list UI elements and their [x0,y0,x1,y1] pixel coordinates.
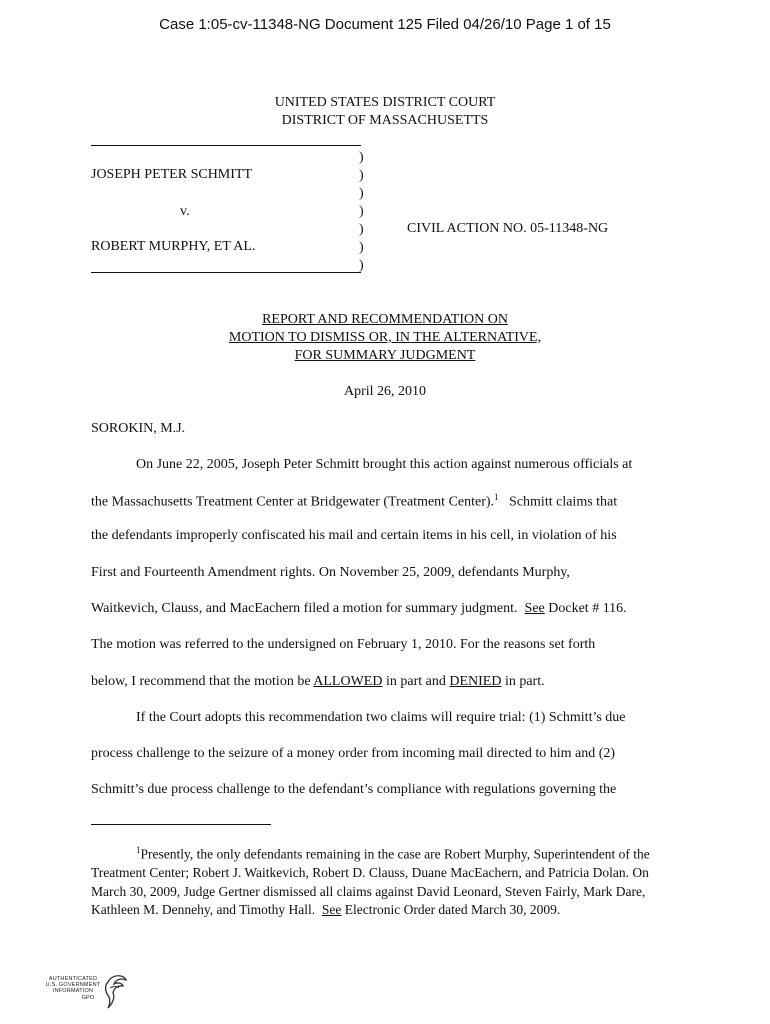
footnote-1: $^1$Presently, the only defendants remaining in the case are Robert Murphy, Superintendent of the Treatment Center; Robert J. Waitkevich, Robert D. Clauss, Duane MacEachern, and Patricia Dolan. On March 30, 2009, Judge Gertner dismissed all claims against David Leonard, Steven Fairly, Mark Dare, Kathleen M. Dennehy, and Timothy Hall. See Electronic Order dated March 30, 2009. [91,845,650,918]
gpo-authentication-logo: AUTHENTICATED U.S. GOVERNMENT INFORMATION GPO [44,972,154,1014]
court-line-2: DISTRICT OF MASSACHUSETTS [281,113,489,128]
para1-line-2: the Massachusetts Treatment Center at Bridgewater (Treatment Center).$^1$ Schmitt claims that [91,492,618,510]
para2-line-3: Schmitt’s due process challenge to the defendant’s compliance with regulations governing the [91,782,617,797]
footnote-number: 1 [136,845,141,855]
versus: v. [180,204,190,219]
para1-line-6: The motion was referred to the undersigned on February 1, 2010. For the reasons set forth [91,637,596,652]
para1-line-7: below, I recommend that the motion be ALLOWED in part and DENIED in part. [91,674,545,689]
judge-name: SOROKIN, M.J. [91,421,186,436]
denied-text: DENIED [449,674,502,689]
page-header: Case 1:05-cv-11348-NG Document 125 Filed 04/26/10 Page 1 of 15 [159,16,611,33]
title-line-3: FOR SUMMARY JUDGMENT [294,348,476,363]
caption-bottom-rule [91,272,361,273]
para1-line-3: the defendants improperly confiscated his mail and certain items in his cell, in violation of his [91,528,617,543]
caption-parens: ) ) ) ) ) ) ) [359,150,364,273]
para1-line-1: On June 22, 2005, Joseph Peter Schmitt brought this action against numerous officials at [136,457,633,472]
para1-line-5: Waitkevich, Clauss, and MacEachern filed a motion for summary judgment. See Docket # 116. [91,601,627,616]
document-title [0,311,770,365]
footnote-marker: 1 [494,492,499,502]
defendant-name: ROBERT MURPHY, ET AL. [91,239,256,254]
court-name [0,94,770,130]
court-line-1: UNITED STATES DISTRICT COURT [274,95,496,110]
title-line-2: MOTION TO DISMISS OR, IN THE ALTERNATIVE, [228,330,542,345]
caption-top-rule [91,145,361,146]
footnote-separator [91,824,271,825]
para2-line-1: If the Court adopts this recommendation two claims will require trial: (1) Schmitt’s due [136,710,626,725]
eagle-seal-icon [102,972,130,1012]
footnote-see: See [321,902,342,918]
allowed-text: ALLOWED [313,674,383,689]
para1-line-4: First and Fourteenth Amendment rights. On November 25, 2009, defendants Murphy, [91,565,570,580]
plaintiff-name: JOSEPH PETER SCHMITT [91,167,253,182]
civil-action-number: CIVIL ACTION NO. 05-11348-NG [407,221,609,236]
para2-line-2: process challenge to the seizure of a money order from incoming mail directed to him and (2) [91,746,616,761]
document-date: April 26, 2010 [343,384,427,399]
see-reference: See [524,601,545,616]
title-line-1: REPORT AND RECOMMENDATION ON [262,312,508,327]
